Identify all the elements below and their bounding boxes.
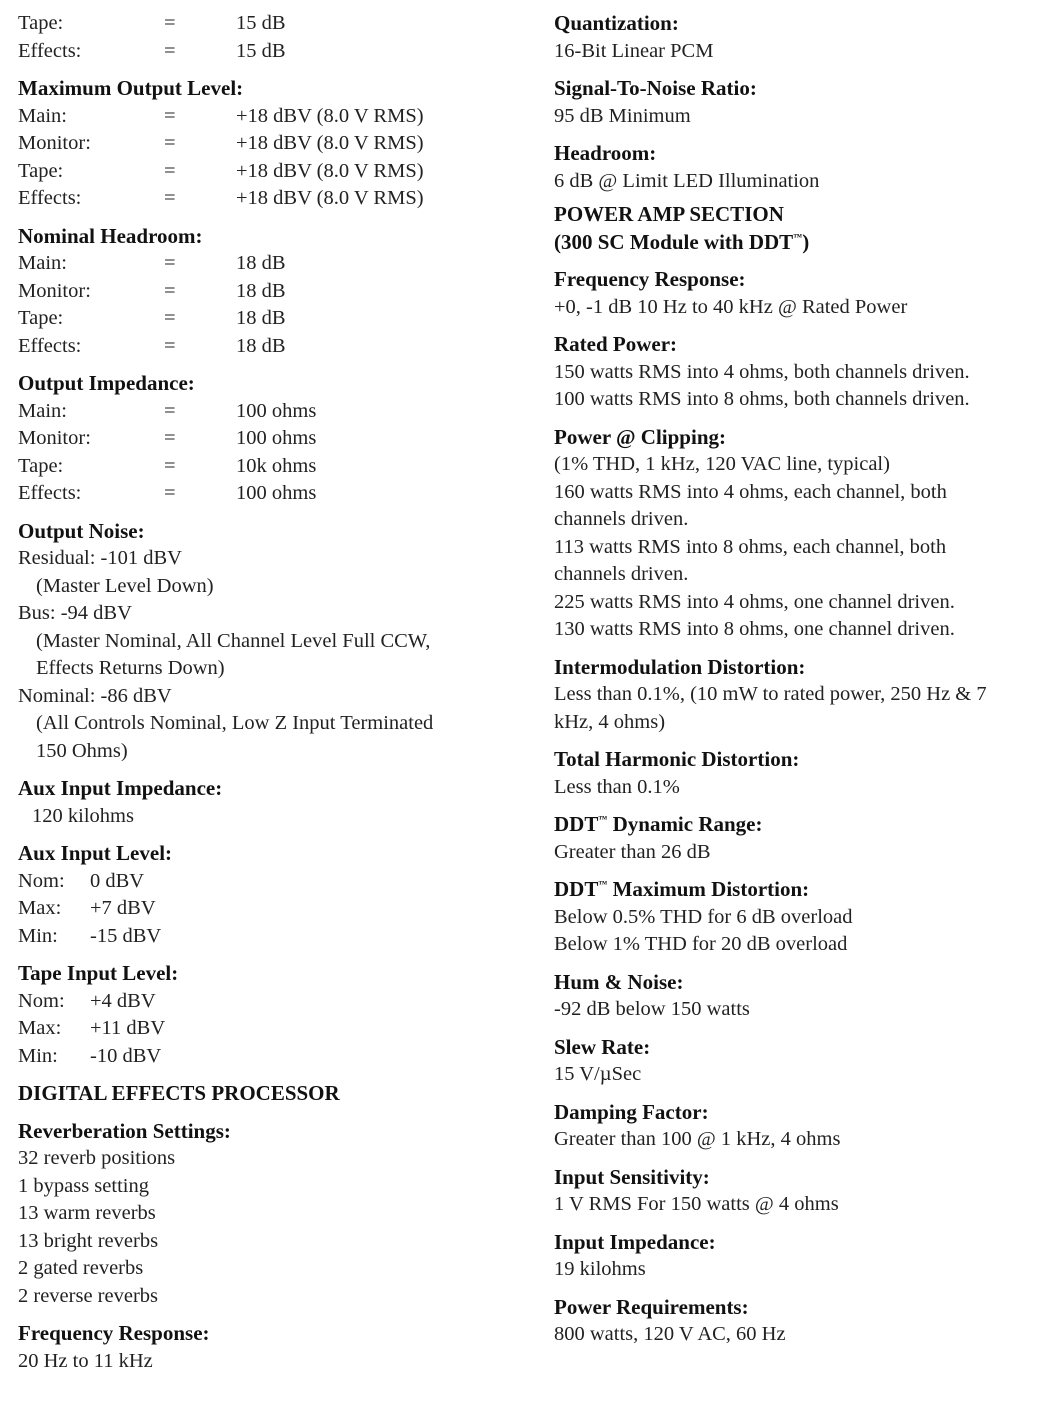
spec-note: (Master Level Down) [36, 574, 214, 597]
section-heading: Reverberation Settings: [18, 1118, 231, 1143]
spec-line: Bus: -94 dBV [18, 602, 132, 624]
list-item: 13 bright reverbs [18, 1229, 159, 1252]
section-heading: Rated Power: [554, 332, 678, 356]
rated-power-section [554, 331, 1054, 414]
spec-value: +0, -1 dB 10 Hz to 40 kHz @ Rated Power [554, 295, 908, 318]
ddt-dynamic-range-section [554, 811, 1054, 866]
left-column [18, 10, 518, 1375]
spec-value: Less than 0.1% [554, 775, 680, 798]
thd-section [554, 746, 1054, 801]
level-row: Nom: 0 dBV [18, 869, 145, 892]
level-row: Min: -10 dBV [18, 1044, 162, 1067]
section-heading: Total Harmonic Distortion: [554, 747, 800, 771]
section-heading: Hum & Noise: [554, 969, 684, 994]
spec-line: (1% THD, 1 kHz, 120 VAC line, typical) [554, 453, 890, 475]
tape-input-level-section [18, 960, 518, 1070]
imd-section [554, 654, 1054, 737]
power-amp-subtitle: (300 SC Module with DDT™) [554, 229, 810, 254]
ddt-max-distortion-section [554, 876, 1054, 959]
section-heading: Quantization: [554, 11, 679, 35]
spec-value: 6 dB @ Limit LED Illumination [554, 169, 820, 192]
spec-line: Nominal: -86 dBV [18, 684, 172, 707]
spec-row: Effects: = 15 dB [18, 39, 286, 62]
digital-effects-title: DIGITAL EFFECTS PROCESSOR [18, 1081, 340, 1105]
trademark-mark: ™ [598, 879, 608, 889]
spec-value: Greater than 26 dB [554, 840, 711, 863]
spec-line: Below 1% THD for 20 dB overload [554, 933, 848, 955]
spec-value: 95 dB Minimum [554, 104, 691, 127]
nominal-headroom-section [18, 223, 518, 361]
section-heading: Aux Input Level: [18, 841, 173, 865]
spec-row: Effects: = 100 ohms [18, 482, 317, 504]
trademark-mark: ™ [793, 231, 803, 242]
spec-note: Effects Returns Down) [36, 657, 225, 679]
section-heading: Maximum Output Level: [18, 76, 244, 100]
section-heading: Power @ Clipping: [554, 424, 726, 449]
output-noise-section [18, 518, 518, 766]
power-clipping-section [554, 424, 1054, 644]
snr-section [554, 75, 1054, 130]
section-heading: Intermodulation Distortion: [554, 654, 806, 679]
spec-line: 150 watts RMS into 4 ohms, both channels driven. [554, 360, 970, 383]
spec-line: Below 0.5% THD for 6 dB overload [554, 905, 853, 928]
list-item: 2 gated reverbs [18, 1257, 144, 1279]
spec-value: 120 kilohms [32, 804, 134, 827]
spec-line: 225 watts RMS into 4 ohms, one channel driven. [554, 590, 955, 613]
section-heading: Power Requirements: [554, 1294, 749, 1319]
list-item: 32 reverb positions [18, 1147, 176, 1169]
quantization-section [554, 10, 1054, 65]
section-heading: Output Noise: [18, 518, 145, 543]
input-sensitivity-section [554, 1164, 1054, 1219]
amp-frequency-response-section [554, 266, 1054, 321]
spec-row: Monitor: = +18 dBV (8.0 V RMS) [18, 132, 424, 154]
list-item: 1 bypass setting [18, 1174, 149, 1197]
level-row: Max: +11 dBV [18, 1017, 166, 1039]
section-heading: Frequency Response: [18, 1321, 210, 1345]
section-heading: DDT™ Maximum Distortion: [554, 877, 810, 901]
spec-row: Monitor: = 100 ohms [18, 427, 317, 449]
section-heading: Input Impedance: [554, 1229, 716, 1254]
spec-value: 1 V RMS For 150 watts @ 4 ohms [554, 1193, 839, 1215]
dep-frequency-response-section [18, 1320, 518, 1375]
section-heading: Headroom: [554, 141, 657, 165]
input-impedance-section [554, 1229, 1054, 1284]
section-heading: Frequency Response: [554, 267, 746, 291]
spec-row: Main: = +18 dBV (8.0 V RMS) [18, 104, 424, 127]
spec-line: Less than 0.1%, (10 mW to rated power, 250 Hz & 7 [554, 683, 987, 705]
reverb-settings-section [18, 1118, 518, 1311]
section-heading: Damping Factor: [554, 1099, 709, 1124]
aux-input-level-section [18, 840, 518, 950]
spec-line: channels driven. [554, 508, 689, 530]
spec-note: (Master Nominal, All Channel Level Full CCW, [36, 629, 431, 652]
spec-row: Tape: = 18 dB [18, 307, 286, 329]
section-heading: Input Sensitivity: [554, 1164, 710, 1189]
damping-factor-section [554, 1099, 1054, 1154]
section-heading: Nominal Headroom: [18, 223, 203, 248]
spec-note: 150 Ohms) [36, 739, 128, 762]
level-row: Nom: +4 dBV [18, 989, 156, 1012]
spec-value: 800 watts, 120 V AC, 60 Hz [554, 1323, 786, 1345]
list-item: 13 warm reverbs [18, 1202, 156, 1224]
spec-line: channels driven. [554, 563, 689, 585]
spec-value: 16-Bit Linear PCM [554, 39, 714, 62]
max-output-section [18, 75, 518, 213]
section-heading: DDT™ Dynamic Range: [554, 812, 763, 836]
spec-line: kHz, 4 ohms) [554, 710, 666, 733]
spec-value: 20 Hz to 11 kHz [18, 1349, 153, 1372]
right-column [554, 10, 1054, 1349]
spec-row: Main: = 18 dB [18, 252, 286, 274]
output-impedance-section [18, 370, 518, 508]
section-heading: Aux Input Impedance: [18, 776, 223, 800]
spec-line: 130 watts RMS into 8 ohms, one channel driven. [554, 618, 955, 640]
spec-row: Tape: = 15 dB [18, 12, 286, 34]
spec-value: -92 dB below 150 watts [554, 998, 750, 1020]
spec-top-rows [18, 10, 518, 65]
aux-input-impedance-section [18, 775, 518, 830]
spec-row: Tape: = +18 dBV (8.0 V RMS) [18, 159, 424, 182]
spec-value: Greater than 100 @ 1 kHz, 4 ohms [554, 1128, 841, 1150]
list-item: 2 reverse reverbs [18, 1284, 159, 1307]
level-row: Max: +7 dBV [18, 897, 156, 919]
spec-value: 15 V/µSec [554, 1063, 642, 1085]
power-requirements-section [554, 1294, 1054, 1349]
spec-line: 113 watts RMS into 8 ohms, each channel, both [554, 535, 947, 558]
spec-row: Effects: = +18 dBV (8.0 V RMS) [18, 187, 424, 209]
trademark-mark: ™ [598, 814, 608, 824]
headroom-section [554, 140, 1054, 195]
power-amp-title: POWER AMP SECTION [554, 202, 784, 226]
power-amp-title-block [554, 201, 1054, 256]
section-heading: Output Impedance: [18, 371, 195, 395]
section-heading: Tape Input Level: [18, 961, 179, 985]
slew-rate-section [554, 1034, 1054, 1089]
section-heading: Slew Rate: [554, 1034, 651, 1059]
spec-value: 19 kilohms [554, 1258, 646, 1280]
hum-noise-section [554, 969, 1054, 1024]
spec-row: Main: = 100 ohms [18, 399, 317, 422]
spec-note: (All Controls Nominal, Low Z Input Terminated [36, 712, 434, 734]
spec-row: Effects: = 18 dB [18, 334, 286, 357]
spec-line: Residual: -101 dBV [18, 547, 182, 569]
spec-row: Tape: = 10k ohms [18, 454, 317, 477]
level-row: Min: -15 dBV [18, 924, 162, 947]
spec-row: Monitor: = 18 dB [18, 279, 286, 302]
spec-line: 100 watts RMS into 8 ohms, both channels driven. [554, 388, 970, 410]
section-heading: Signal-To-Noise Ratio: [554, 76, 757, 100]
spec-line: 160 watts RMS into 4 ohms, each channel, both [554, 480, 947, 503]
